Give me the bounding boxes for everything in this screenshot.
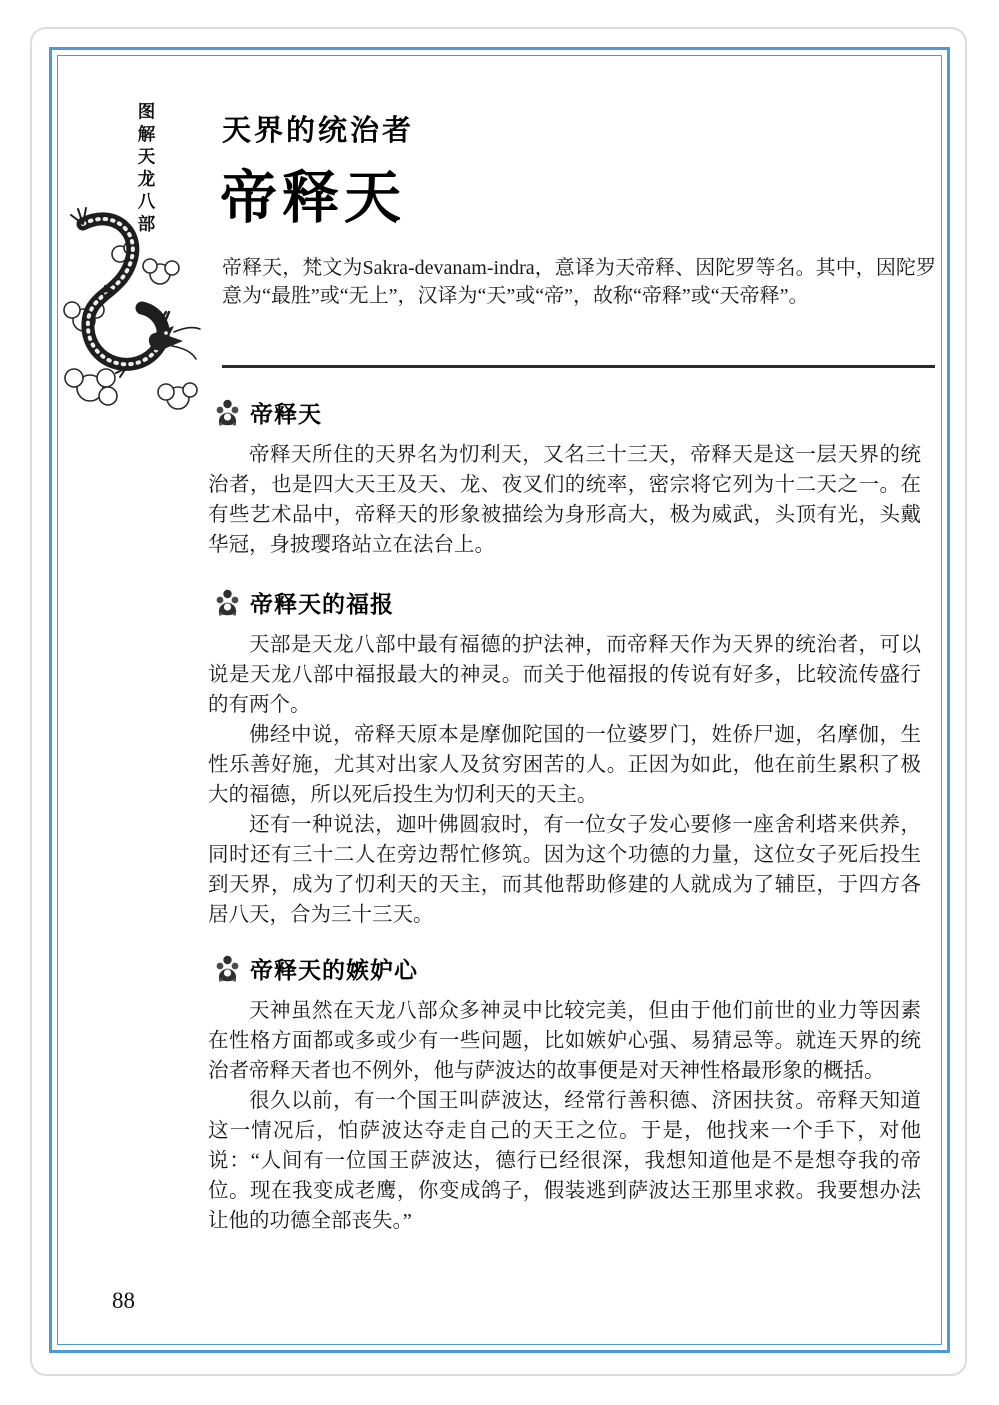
section-heading: 帝释天的嫉妒心 (250, 957, 418, 983)
buddha-emblem-icon (216, 954, 239, 983)
body-paragraph: 很久以前，有一个国王叫萨波达，经常行善积德、济困扶贫。帝释天知道这一情况后，怕萨波达夺走自己的天王之位。于是，他找来一个手下，对他说：“人间有一位国王萨波达，德行已经很深，我想知道他是不是想夺我的帝位。现在我变成老鹰，你变成鸽子，假装逃到萨波达王那里求救。我要想办法让他的功德全部丧失。” (208, 1090, 921, 1232)
body-paragraph: 还有一种说法，迦叶佛圆寂时，有一位女子发心要修一座舍利塔来供养，同时还有三十二人在旁边帮忙修筑。因为这个功德的力量，这位女子死后投生到天界，成为了忉利天的天主，而其他帮助修建的人就成为了辅臣，于四方各居八天，合为三十三天。 (208, 814, 921, 926)
body-paragraph: 佛经中说，帝释天原本是摩伽陀国的一位婆罗门，姓侨尸迦，名摩伽，生性乐善好施，尤其对出家人及贫穷困苦的人。正因为如此，他在前生累积了极大的福德，所以死后投生为忉利天的天主。 (208, 724, 921, 806)
dragon-illustration (56, 202, 206, 428)
section-heading: 帝释天的福报 (250, 591, 394, 617)
buddha-emblem-icon (216, 398, 239, 427)
body-paragraph: 帝释天所住的天界名为忉利天，又名三十三天，帝释天是这一层天界的统治者，也是四大天王及天、龙、夜叉们的统率，密宗将它列为十二天之一。在有些艺术品中，帝释天的形象被描绘为身形高大，极为威武，头顶有光，头戴华冠，身披璎珞站立在法台上。 (208, 444, 921, 556)
section-fubao (208, 586, 921, 930)
page-number: 88 (112, 1288, 135, 1313)
sidebar-book-title: 图解天龙八部 (136, 102, 156, 237)
page-subtitle: 天界的统治者 (222, 115, 415, 147)
section-heading: 帝释天 (250, 401, 322, 427)
section-jiduxin (208, 952, 921, 1236)
body-paragraph: 天神虽然在天龙八部众多神灵中比较完美，但由于他们前世的业力等因素在性格方面都或多或少有一些问题，比如嫉妒心强、易猜忌等。就连天界的统治者帝释天者也不例外，他与萨波达的故事便是对天神性格最形象的概括。 (208, 1000, 921, 1082)
page-title: 帝释天 (220, 166, 406, 230)
intro-divider (222, 365, 935, 368)
body-paragraph: 天部是天龙八部中最有福德的护法神，而帝释天作为天界的统治者，可以说是天龙八部中福报最大的神灵。而关于他福报的传说有好多，比较流传盛行的有两个。 (208, 634, 921, 716)
section-dishitian (208, 396, 921, 560)
intro-paragraph: 帝释天，梵文为Sakra-devanam-indra，意译为天帝释、因陀罗等名。其中，因陀罗意为“最胜”或“无上”，汉译为“天”或“帝”，故称“帝释”或“天帝释”。 (222, 257, 936, 307)
buddha-emblem-icon (216, 588, 239, 617)
